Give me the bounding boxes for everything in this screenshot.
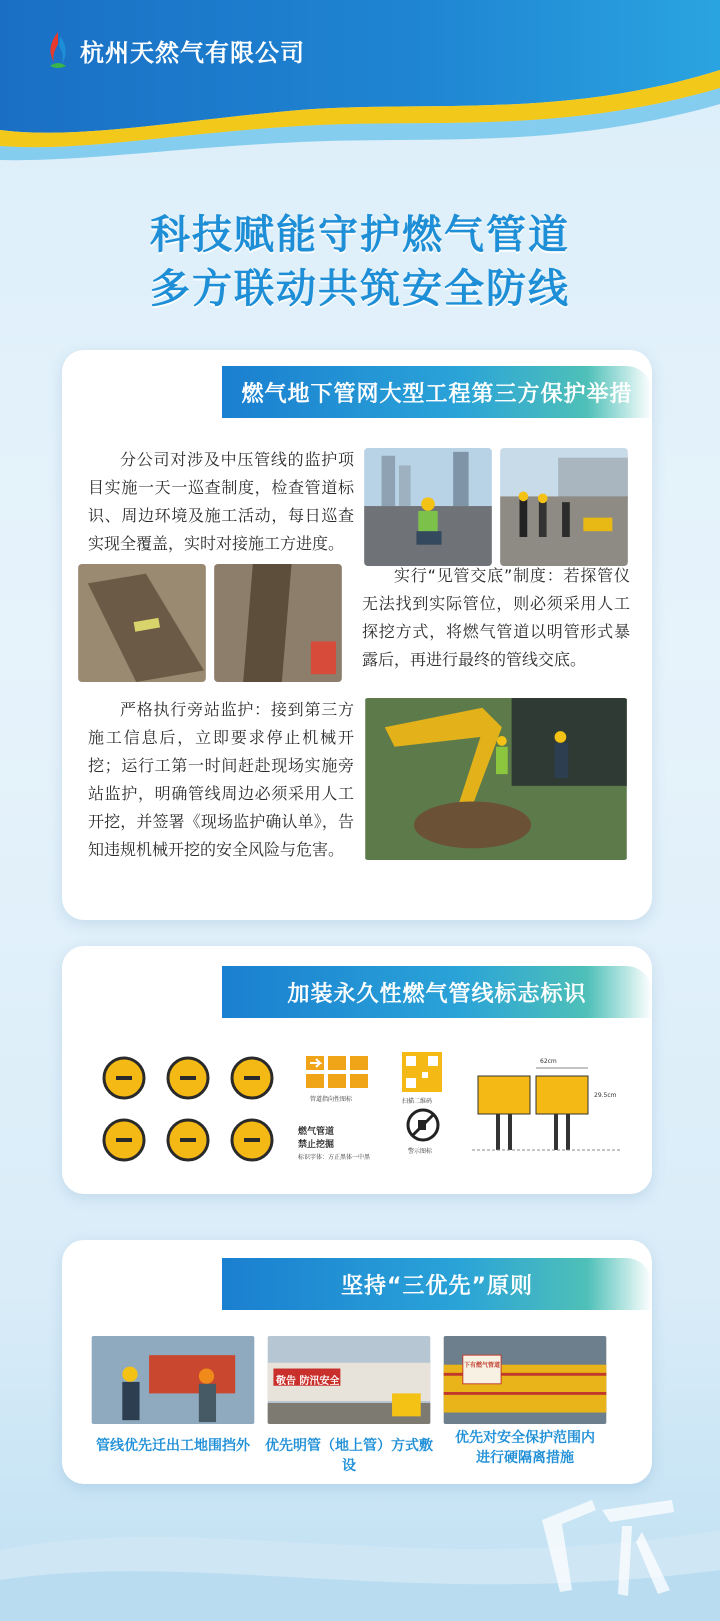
qr-code-icon bbox=[402, 1052, 442, 1092]
photo-trench-2 bbox=[212, 562, 344, 684]
font-spec-label: 标识字体：方正黑体一中黑 bbox=[298, 1154, 371, 1161]
section-three-priorities bbox=[62, 1240, 652, 1484]
section2-heading-ribbon bbox=[222, 966, 652, 1018]
no-dig-label: 警示图标 bbox=[408, 1148, 433, 1155]
photo-exposed-pipe bbox=[264, 1334, 434, 1426]
flame-logo-icon bbox=[44, 30, 72, 70]
section3-heading: 坚持“三优先”原则 bbox=[341, 1273, 533, 1299]
board-height-label: 29.5cm bbox=[594, 1092, 617, 1099]
section-permanent-signs bbox=[62, 946, 652, 1194]
photo-hard-isolation bbox=[440, 1334, 610, 1426]
section1-paragraph-3: 严格执行旁站监护：接到第三方施工信息后，立即要求停止机械开挖；运行工第一时间赶赴现场实施旁站监护，明确管线周边必须采用人工开挖，并签署《现场监护确认单》，告知违规机械开挖的安全风险与危害。 bbox=[88, 700, 354, 859]
direction-arrow-icons bbox=[306, 1056, 370, 1090]
section3-heading-ribbon bbox=[222, 1258, 652, 1310]
round-marker-plates bbox=[102, 1056, 278, 1164]
board-width-label: 62cm bbox=[540, 1058, 557, 1065]
section2-heading: 加装永久性燃气管线标志标识 bbox=[287, 981, 587, 1007]
photo3-banner-text: 下有燃气管道 bbox=[464, 1362, 501, 1369]
direction-icon-label: 管道指向性图标 bbox=[310, 1096, 353, 1103]
caption-above-ground-pipe: 优先明管（地上管）方式敷设 bbox=[265, 1438, 433, 1474]
header-wave bbox=[0, 0, 720, 170]
header-banner bbox=[0, 0, 720, 170]
photo-worker-inspection bbox=[362, 446, 494, 568]
photo2-banner-text: 敬告 防汛安全 bbox=[276, 1376, 340, 1387]
photo-trench-1 bbox=[76, 562, 208, 684]
title-line-1: 科技赋能守护燃气管道 bbox=[150, 212, 570, 258]
title-line-2: 多方联动共筑安全防线 bbox=[150, 266, 570, 312]
section1-heading-ribbon bbox=[222, 366, 652, 418]
qr-label: 扫描二维码 bbox=[402, 1098, 433, 1105]
warning-text-sample: 燃气管道 禁止挖掘 bbox=[298, 1127, 335, 1150]
section1-paragraph-1: 分公司对涉及中压管线的监护项目实施一天一巡查制度，检查管道标识、周边环境及施工活动，每日巡查实现全覆盖，实时对接施工方进度。 bbox=[88, 450, 354, 553]
section1-paragraph-2: 实行“见管交底”制度：若探管仪无法找到实际管位，则必须采用人工探挖方式，将燃气管道以明管形式暴露后，再进行最终的管线交底。 bbox=[362, 566, 630, 669]
company-brand bbox=[44, 30, 305, 70]
section1-heading: 燃气地下管网大型工程第三方保护举措 bbox=[241, 381, 633, 407]
watermark-logo bbox=[532, 1480, 682, 1600]
photo-site-team bbox=[498, 446, 630, 568]
poster-title bbox=[0, 208, 720, 316]
company-name: 杭州天然气有限公司 bbox=[80, 37, 305, 67]
no-dig-warning-icon bbox=[406, 1108, 440, 1142]
section-third-party-protection bbox=[62, 350, 652, 920]
photo-pipeline-relocation bbox=[88, 1334, 258, 1426]
caption-hard-isolation: 优先对安全保护范围内 进行硬隔离措施 bbox=[455, 1430, 595, 1466]
photo-excavator-supervision bbox=[362, 696, 630, 862]
caption-relocate-outside-fence: 管线优先迁出工地围挡外 bbox=[96, 1438, 250, 1454]
sign-board-diagram bbox=[472, 1054, 632, 1158]
